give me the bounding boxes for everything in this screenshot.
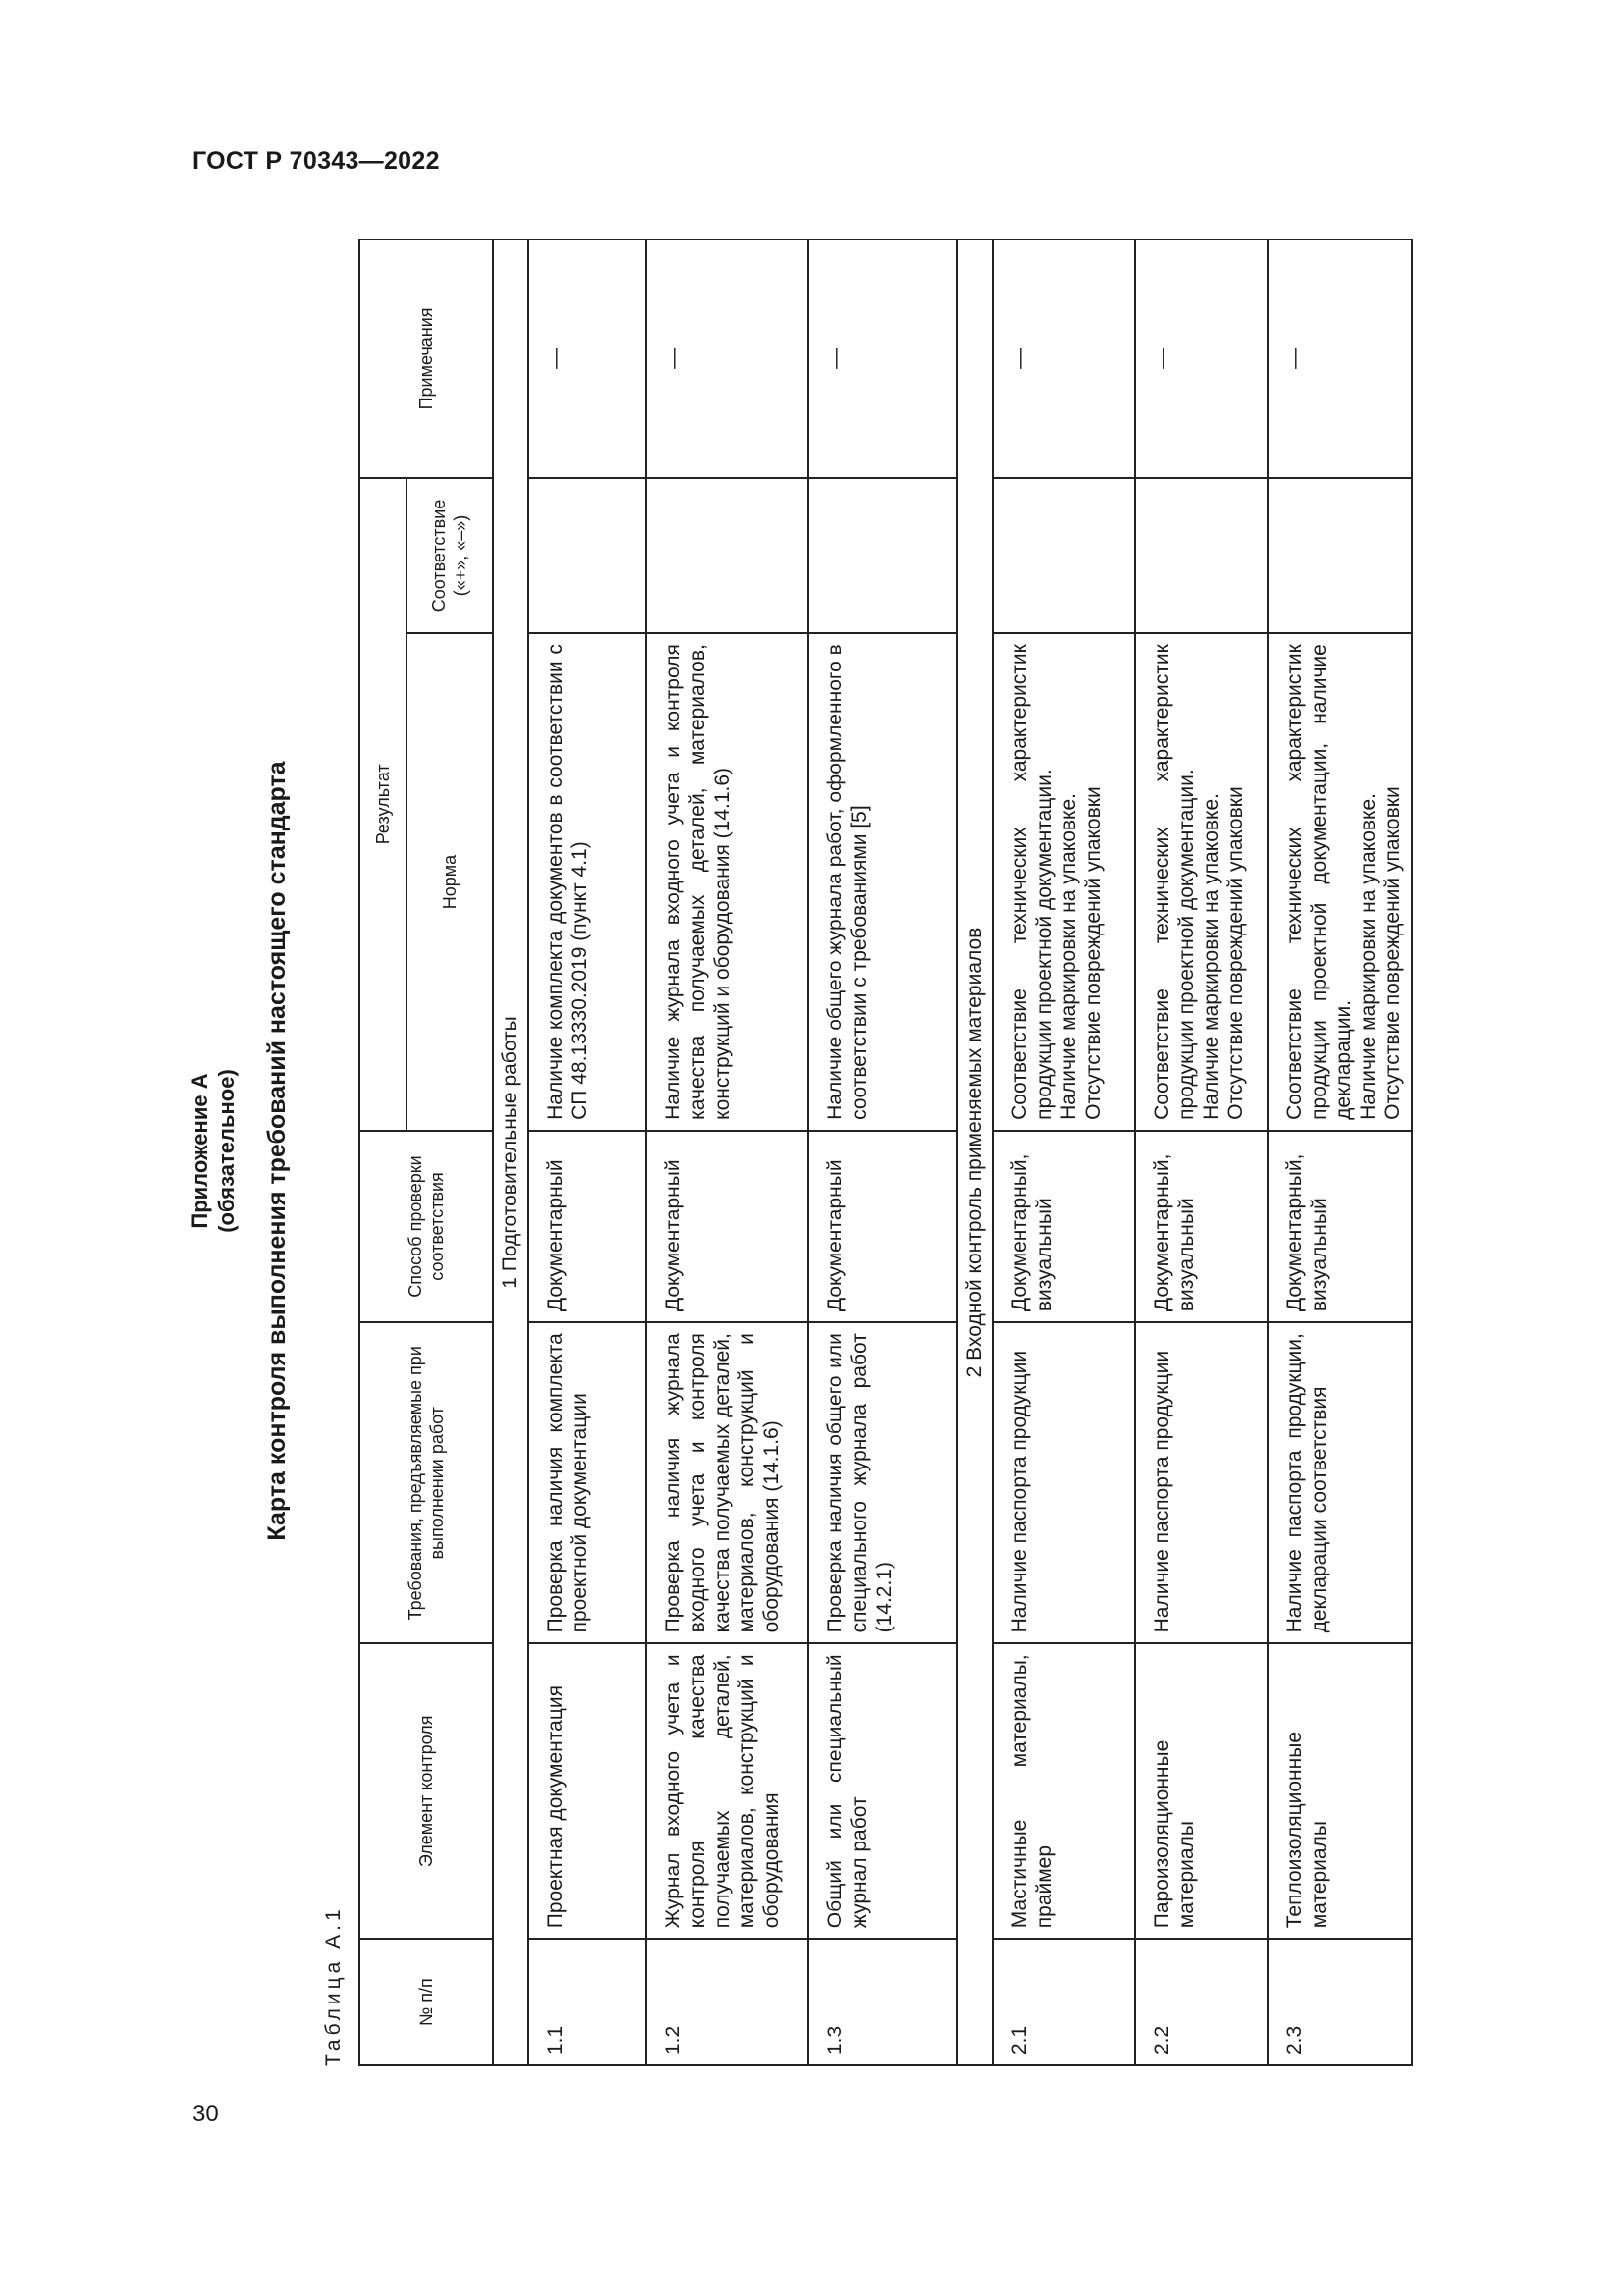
section-row <box>957 240 993 2065</box>
cell-method: Документарный, визуальный <box>993 1131 1135 1322</box>
col-header-compliance: Соответствие («+», «–») <box>406 478 493 633</box>
cell-norm: Соответствие технических характеристик продукции проектной документации. Наличие маркировки на упаковке. Отсутствие повреждений упаковки <box>1135 633 1268 1131</box>
cell-requirements: Проверка наличия общего или специального журнала работ (14.2.1) <box>808 1322 957 1643</box>
cell-norm: Наличие комплекта документов в соответствии с СП 48.13330.2019 (пункт 4.1) <box>528 633 646 1131</box>
col-header-notes: Примечания <box>359 240 493 478</box>
table-row <box>808 240 957 2065</box>
col-header-num: № п/п <box>359 1939 493 2065</box>
cell-method: Документарный <box>646 1131 808 1322</box>
table-body <box>493 240 1412 2065</box>
cell-requirements: Проверка наличия журнала входного учета и контроля качества получаемых деталей, материалов, конструкций и оборудования (14.1.6) <box>646 1322 808 1643</box>
main-title: Карта контроля выполнения требований настоящего стандарта <box>263 761 291 1541</box>
section-row <box>493 240 528 2065</box>
cell-notes: — <box>808 240 957 478</box>
cell-requirements: Наличие паспорта продукции <box>993 1322 1135 1643</box>
cell-method: Документарный, визуальный <box>1268 1131 1412 1322</box>
table-row <box>1135 240 1268 2065</box>
cell-compliance <box>1135 478 1268 633</box>
document-code: ГОСТ Р 70343—2022 <box>192 147 440 175</box>
table-label: Таблица А.1 <box>322 1905 345 2066</box>
cell-num: 2.1 <box>993 1939 1135 2065</box>
section-title: 2 Входной контроль применяемых материалов <box>957 240 993 2065</box>
cell-element: Журнал входного учета и контроля качества получаемых деталей, материалов, конструкций и оборудования <box>646 1643 808 1939</box>
cell-num: 1.3 <box>808 1939 957 2065</box>
section-title: 1 Подготовительные работы <box>493 240 528 2065</box>
cell-notes: — <box>528 240 646 478</box>
col-header-requirements: Требования, предъявляемые при выполнении работ <box>359 1322 493 1643</box>
appendix-heading <box>187 231 240 2071</box>
cell-num: 1.1 <box>528 1939 646 2065</box>
col-header-element: Элемент контроля <box>359 1643 493 1939</box>
cell-compliance <box>1268 478 1412 633</box>
cell-element: Пароизоляционные материалы <box>1135 1643 1268 1939</box>
cell-compliance <box>808 478 957 633</box>
col-header-method: Способ проверки соответствия <box>359 1131 493 1322</box>
col-header-norm: Норма <box>406 633 493 1131</box>
cell-element: Мастичные материалы, праймер <box>993 1643 1135 1939</box>
cell-element: Общий или специальный журнал работ <box>808 1643 957 1939</box>
cell-method: Документарный <box>528 1131 646 1322</box>
col-header-result: Результат <box>359 478 406 1131</box>
cell-method: Документарный, визуальный <box>1135 1131 1268 1322</box>
cell-compliance <box>528 478 646 633</box>
cell-compliance <box>993 478 1135 633</box>
page-number: 30 <box>192 2101 219 2127</box>
cell-notes: — <box>1268 240 1412 478</box>
cell-requirements: Наличие паспорта продукции <box>1135 1322 1268 1643</box>
cell-compliance <box>646 478 808 633</box>
table-row <box>993 240 1135 2065</box>
cell-norm: Соответствие технических характеристик продукции проектной документации, наличие декларации. Наличие маркировки на упаковке. Отсутствие повреждений упаковки <box>1268 633 1412 1131</box>
table-row <box>646 240 808 2065</box>
cell-notes: — <box>1135 240 1268 478</box>
appendix-subtitle: (обязательное) <box>214 1069 239 1233</box>
cell-method: Документарный <box>808 1131 957 1322</box>
cell-norm: Наличие общего журнала работ, оформленного в соответствии с требованиями [5] <box>808 633 957 1131</box>
cell-num: 1.2 <box>646 1939 808 2065</box>
cell-element: Теплоизоляционные материалы <box>1268 1643 1412 1939</box>
cell-num: 2.3 <box>1268 1939 1412 2065</box>
cell-element: Проектная документация <box>528 1643 646 1939</box>
rotated-appendix-block <box>187 231 1551 2071</box>
cell-norm: Наличие журнала входного учета и контроля качества получаемых деталей, материалов, конструкций и оборудования (14.1.6) <box>646 633 808 1131</box>
cell-num: 2.2 <box>1135 1939 1268 2065</box>
cell-requirements: Наличие паспорта продукции, декларации соответствия <box>1268 1322 1412 1643</box>
appendix-title: Приложение А <box>188 1073 212 1229</box>
cell-norm: Соответствие технических характеристик продукции проектной документации. Наличие маркировки на упаковке. Отсутствие повреждений упаковки <box>993 633 1135 1131</box>
control-map-table <box>358 239 1413 2066</box>
cell-requirements: Проверка наличия комплекта проектной документации <box>528 1322 646 1643</box>
table-row <box>1268 240 1412 2065</box>
cell-notes: — <box>993 240 1135 478</box>
table-row <box>528 240 646 2065</box>
cell-notes: — <box>646 240 808 478</box>
